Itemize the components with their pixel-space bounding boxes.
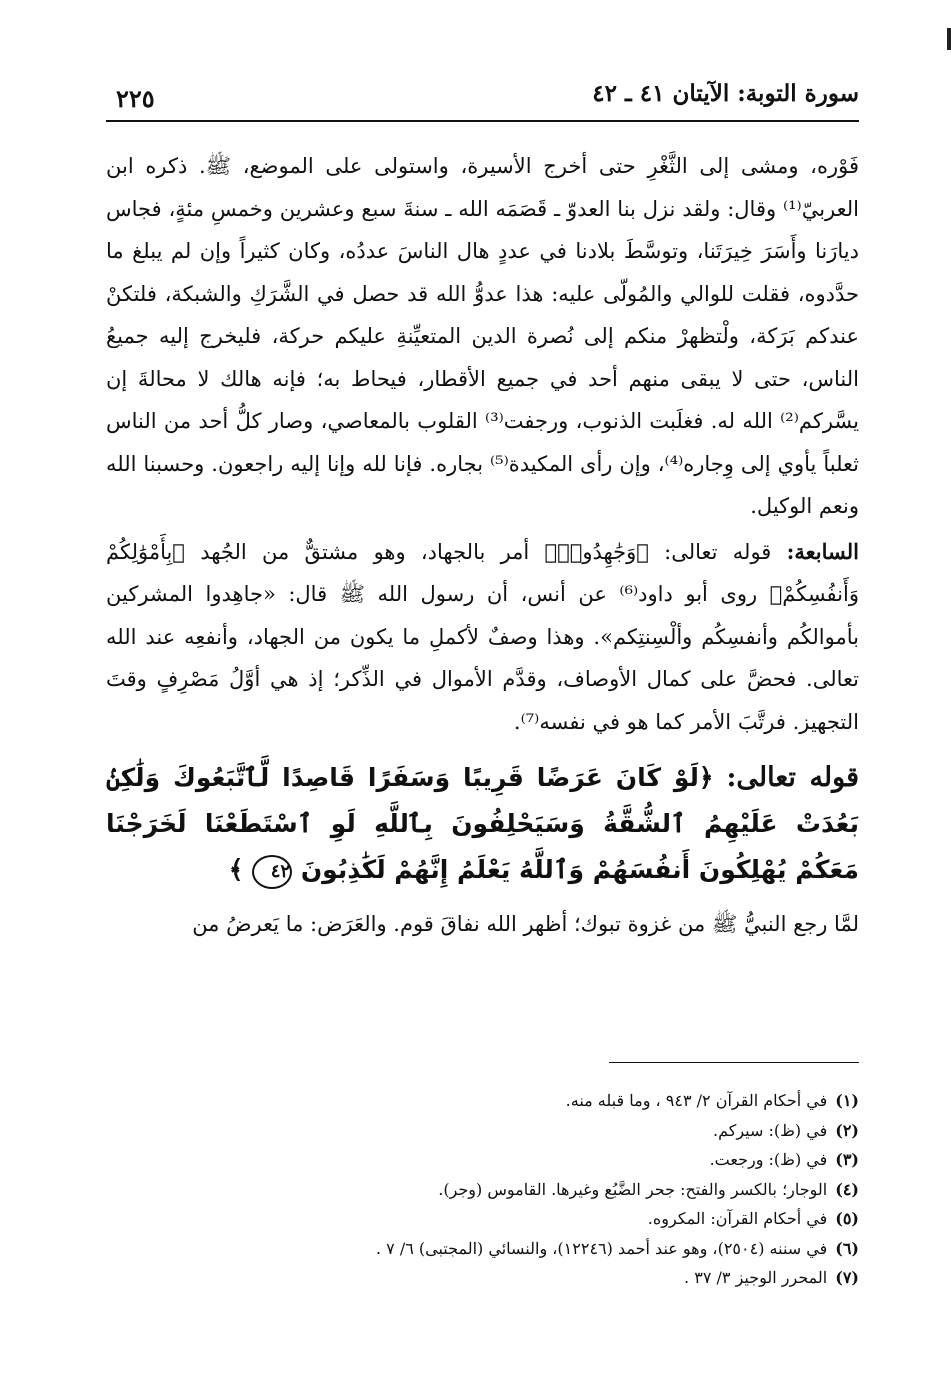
footnote-item [150,1116,859,1146]
seventh-text: قوله تعالى: ﴿وَجَٰهِدُوا۟﴾ أمر بالجهاد، وهو مشتقٌّ من الجُهد ﴿بِأَمْوَٰلِكُمْ وَأَنفُسِكُمْ﴾ روى أبو داود⁽⁶⁾ عن أنس، أن رسول الله ﷺ قال: «جاهِدوا المشركين بأموالكُم وأنفسِكُم وألْسِنتِكم». وهذا وصفٌ لأكملِ ما يكون من الجهاد، وأنفعِه عند الله تعالى. فحضَّ على كمال الأوصاف، وقدَّم الأموال في الذِّكر؛ إذ هي أوَّلُ مَصْرِفٍ وقتَ التجهيز. فرتَّبَ الأمر كما هو في نفسه⁽⁷⁾. [106,539,859,734]
verse-text: ﴿لَوْ كَانَ عَرَضًا قَرِيبًا وَسَفَرًا قَاصِدًا لَّٱتَّبَعُوكَ وَلَٰكِنۢ بَعُدَتْ عَلَيْهِمُ ٱلشُّقَّةُ وَسَيَحْلِفُونَ بِٱللَّهِ لَوِ ٱسْتَطَعْنَا لَخَرَجْنَا مَعَكُمْ يُهْلِكُونَ أَنفُسَهُمْ وَٱللَّهُ يَعْلَمُ إِنَّهُمْ لَكَٰذِبُونَ [106,763,859,884]
footnote-number: (٢) [835,1120,859,1140]
footnote-text: الوجار؛ بالكسر والفتح: جحر الضَّبُع وغيرها. القاموس (وجر). [438,1179,828,1199]
page-edge-mark [947,28,951,50]
footnote-rule [609,1062,859,1063]
verse-close-bracket: ﴾ [228,855,244,884]
footnote-item [150,1204,859,1234]
section-lead-seventh: السابعة: [786,538,859,564]
footnotes [150,1086,859,1293]
footnote-number: (٥) [835,1209,859,1228]
footnote-text: في سننه (٢٥٠٤)، وهو عند أحمد (١٢٢٤٦)، والنسائي (المجتبى) ٦/ ٧ . [375,1238,828,1258]
paragraph-sixth-continued: فَوْره، ومشى إلى الثَّغْرِ حتى أخرج الأسيرة، واستولى على الموضع، ﷺ. ذكره ابن العربيّ⁽¹⁾ وقال: ولقد نزل بنا العدوّ ـ قَصَمَه الله ـ سنةَ سبع وعشرين وخمسِ مئةٍ، فجاس ديارَنا وأَسَرَ خِيرَتَنا، وتوسَّطَ بلادنا في عددٍ هال الناسَ عددُه، وكان كثيراً وإن لم يبلغ ما حدَّدوه، فقلت للوالي والمُولّى عليه: هذا عدوُّ الله قد حصل في الشَّرَكِ والشبكة، فلتكنْ عندكم بَرَكة، ولْتظهرْ منكم إلى نُصرة الدين المتعيِّنةِ عليكم حركة، فليخرج إليه جميعُ الناس، حتى لا يبقى منهم أحد في جميع الأقطار، فيحاط به؛ فإنه هالك لا محالةَ إن يسَّركم⁽²⁾ الله له. فغلَبت الذنوب، ورجفت⁽³⁾ القلوب بالمعاصي، وصار كلُّ أحد من الناس ثعلباً يأوي إلى وِجاره⁽⁴⁾، وإن رأى المكيدة⁽⁵⁾ بجاره. فإنا لله وإنا إليه راجعون. وحسبنا الله ونعم الوكيل. [106,154,860,518]
footnote-number: (٤) [835,1179,859,1199]
footnote-number: (٧) [835,1268,859,1287]
footnote-item [150,1263,859,1293]
ayah-number-marker: ٤٢ [252,855,292,889]
paragraph-commentary: لمَّا رجع النبيُّ ﷺ من غزوة تبوك؛ أظهر الله نفاقَ قوم. والعَرَض: ما يَعرضُ من [192,912,859,936]
verse-lead: قوله تعالى: [726,762,860,793]
footnote-number: (٣) [835,1150,859,1169]
main-text [106,145,859,966]
page-number: ٢٢٥ [116,84,155,113]
footnote-number: (٦) [835,1238,859,1258]
footnote-item [150,1145,859,1175]
footnote-text: في (ظ): ورجعت. [709,1150,828,1169]
footnote-text: في أحكام القرآن ٢/ ٩٤٣ ، وما قبله منه. [565,1091,828,1110]
footnote-text: المحرر الوجيز ٣/ ٣٧ . [684,1268,828,1287]
footnote-item [150,1086,859,1116]
footnote-item [150,1175,859,1205]
footnote-text: في أحكام القرآن: المكروه. [647,1209,828,1228]
header-rule [106,120,859,122]
footnote-number: (١) [835,1091,859,1110]
quran-verse [106,755,859,893]
page-header [106,78,859,118]
footnote-item [150,1234,859,1264]
footnote-text: في (ظ): سيركم. [713,1120,828,1140]
paragraph-seventh [106,531,859,744]
running-title: سورة التوبة: الآيتان ٤١ ـ ٤٢ [592,80,859,107]
